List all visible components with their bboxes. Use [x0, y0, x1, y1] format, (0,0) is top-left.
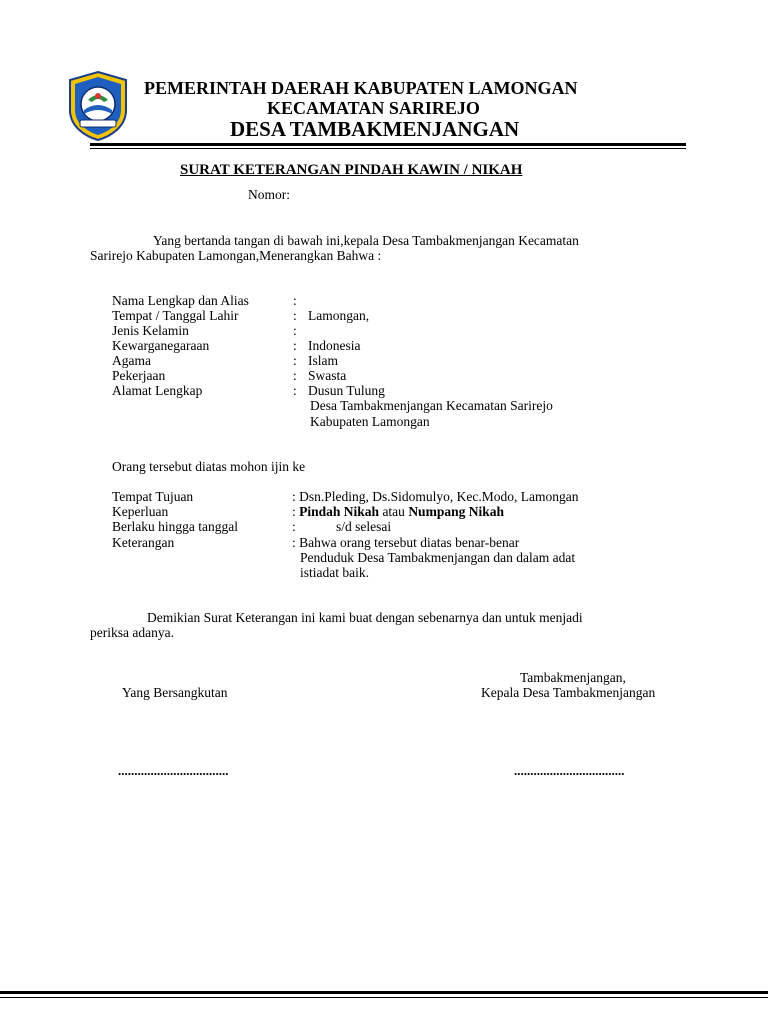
- keterangan-line-3: istiadat baik.: [300, 565, 369, 580]
- header-rule-thin: [90, 148, 686, 149]
- intro-line-2: Sarirejo Kabupaten Lamongan,Menerangkan Bahwa :: [90, 248, 382, 263]
- tujuan-label: Tempat Tujuan: [112, 489, 194, 504]
- signature-left-title: Yang Bersangkutan: [122, 685, 228, 700]
- tujuan-value: : Dsn.Pleding, Ds.Sidomulyo, Kec.Modo, Lamongan: [292, 489, 579, 504]
- signature-place: Tambakmenjangan,: [520, 670, 626, 685]
- field-colon: :: [293, 338, 297, 353]
- signature-right-title: Kepala Desa Tambakmenjangan: [481, 685, 656, 700]
- keperluan-conjunction: atau: [379, 504, 409, 519]
- field-label-jenis-kelamin: Jenis Kelamin: [112, 323, 189, 338]
- field-label-agama: Agama: [112, 353, 151, 368]
- signature-right-line: ..................................: [514, 763, 625, 778]
- field-label-pekerjaan: Pekerjaan: [112, 368, 166, 383]
- keterangan-line-2: Penduduk Desa Tambakmenjangan dan dalam adat: [300, 550, 576, 565]
- berlaku-value: s/d selesai: [336, 519, 392, 534]
- field-colon: :: [293, 368, 297, 383]
- field-colon: :: [293, 308, 297, 323]
- keperluan-prefix: :: [292, 504, 300, 519]
- field-label-kewarganegaraan: Kewarganegaraan: [112, 338, 210, 353]
- field-value-pekerjaan: Swasta: [308, 368, 347, 383]
- field-colon: :: [293, 323, 297, 338]
- berlaku-label: Berlaku hingga tanggal: [112, 519, 238, 534]
- closing-line-1: Demikian Surat Keterangan ini kami buat dengan sebenarnya dan untuk menjadi: [147, 610, 583, 625]
- field-value-alamat: Dusun Tulung: [308, 383, 385, 398]
- closing-line-2: periksa adanya.: [90, 625, 174, 640]
- keperluan-label: Keperluan: [112, 504, 169, 519]
- footer-rule-thin: [0, 997, 768, 998]
- header-line-1: PEMERINTAH DAERAH KABUPATEN LAMONGAN: [144, 78, 578, 98]
- field-value-ttl: Lamongan,: [308, 308, 370, 323]
- lamongan-emblem-icon: [66, 70, 130, 142]
- keperluan-value: [292, 504, 504, 520]
- field-colon: :: [293, 293, 297, 308]
- field-colon: :: [293, 383, 297, 398]
- field-label-ttl: Tempat / Tanggal Lahir: [112, 308, 239, 323]
- keperluan-option-2: Numpang Nikah: [408, 504, 504, 519]
- address-line-3: Kabupaten Lamongan: [310, 414, 430, 429]
- footer-rule-thick: [0, 991, 768, 994]
- keterangan-line-1: : Bahwa orang tersebut diatas benar-benar: [292, 535, 520, 550]
- field-label-alamat: Alamat Lengkap: [112, 383, 203, 398]
- signature-left-line: ..................................: [118, 763, 229, 778]
- field-label-nama: Nama Lengkap dan Alias: [112, 293, 249, 308]
- nomor-label: Nomor:: [248, 187, 290, 202]
- berlaku-colon: :: [292, 519, 296, 534]
- field-colon: :: [293, 353, 297, 368]
- header-line-3: DESA TAMBAKMENJANGAN: [230, 117, 520, 141]
- intro-line-1: Yang bertanda tangan di bawah ini,kepala Desa Tambakmenjangan Kecamatan: [153, 233, 579, 248]
- document-title: SURAT KETERANGAN PINDAH KAWIN / NIKAH: [180, 162, 523, 178]
- keperluan-option-1: Pindah Nikah: [299, 504, 380, 519]
- field-value-agama: Islam: [308, 353, 338, 368]
- header-rule-thick: [90, 143, 686, 146]
- request-line: Orang tersebut diatas mohon ijin ke: [112, 459, 306, 474]
- keterangan-label: Keterangan: [112, 535, 175, 550]
- address-line-2: Desa Tambakmenjangan Kecamatan Sarirejo: [310, 398, 553, 413]
- field-value-kewarganegaraan: Indonesia: [308, 338, 361, 353]
- header-line-2: KECAMATAN SARIREJO: [267, 98, 480, 118]
